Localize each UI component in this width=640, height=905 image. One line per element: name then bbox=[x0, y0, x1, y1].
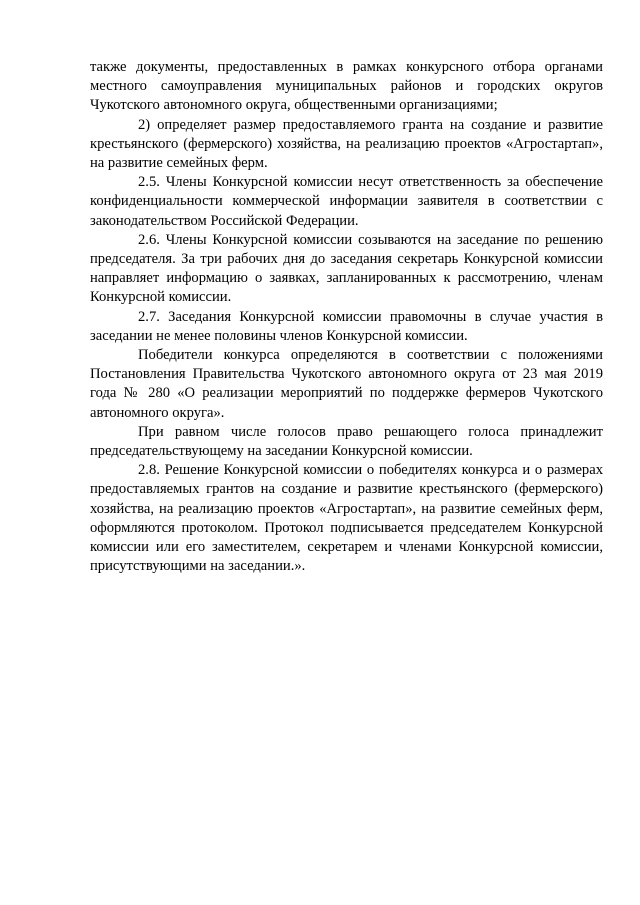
paragraph-continuation: также документы, предоставленных в рамках конкурсного отбора органами местного самоуправления муниципальных районов и городских округов Чукотского автономного округа, общественными организациями; bbox=[90, 59, 603, 114]
paragraph-2-7: 2.7. Заседания Конкурсной комиссии правомочны в случае участия в заседании не менее половины членов Конкурсной комиссии. bbox=[90, 308, 603, 344]
paragraph-equal-votes: При равном числе голосов право решающего голоса принадлежит председательствующему на заседании Конкурсной комиссии. bbox=[90, 423, 603, 460]
paragraph-item-2: 2) определяет размер предоставляемого гранта на создание и развитие крестьянского (фермерского) хозяйства, на реализацию проектов «Агростартап», на развитие семейных ферм. bbox=[90, 116, 603, 172]
paragraph-2-6: 2.6. Члены Конкурсной комиссии созываются на заседание по решению председателя. За три рабочих дня до заседания секретарь Конкурсной комиссии направляет информацию о заявках, запланированных к рассмотрению, членам Конкурсной комиссии. bbox=[90, 231, 603, 306]
paragraph-2-5: 2.5. Члены Конкурсной комиссии несут ответственность за обеспечение конфиденциальности коммерческой информации заявителя в соответствии с законодательством Российской Федерации. bbox=[90, 174, 603, 229]
paragraph-winners: Победители конкурса определяются в соответствии с положениями Постановления Правительства Чукотского автономного округа от 23 мая 2019 года № 280 «О реализации мероприятий по поддержке фермеров Чукотского автономного округа». bbox=[90, 347, 603, 421]
document-page bbox=[90, 58, 603, 576]
paragraph-2-8: 2.8. Решение Конкурсной комиссии о победителях конкурса и о размерах предоставляемых грантов на создание и развитие крестьянского (фермерского) хозяйства, на реализацию проектов «Агростартап», на развитие семейных ферм, оформляются протоколом. Протокол подписывается председателем Конкурсной комиссии или его заместителем, секретарем и членами Конкурсной комиссии, присутствующими на заседании.». bbox=[90, 462, 603, 575]
